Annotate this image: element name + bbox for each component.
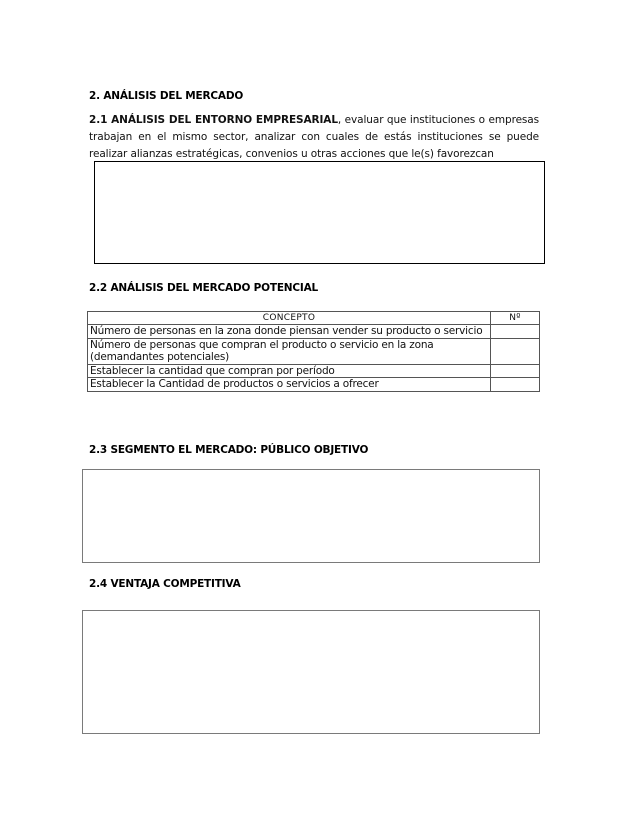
table-header-row (88, 312, 540, 325)
section-2-4-title: 2.4 VENTAJA COMPETITIVA (89, 578, 241, 590)
mercado-potencial-table (87, 311, 540, 392)
paragraph-line-2: trabajan en el mismo sector, analizar con cuales de estás instituciones se puede (89, 131, 539, 143)
value-cell[interactable] (491, 325, 540, 339)
value-cell[interactable] (491, 364, 540, 378)
ventaja-competitiva-answer-box[interactable] (82, 610, 540, 734)
paragraph-line-3: realizar alianzas estratégicas, convenios u otras acciones que le(s) favorezcan (89, 148, 494, 160)
table-row (88, 364, 540, 378)
table-row (88, 338, 540, 364)
table-row (88, 325, 540, 339)
section-title: 2. ANÁLISIS DEL MERCADO (89, 90, 244, 102)
header-concepto: CONCEPTO (88, 312, 491, 325)
publico-objetivo-answer-box[interactable] (82, 469, 540, 563)
section-2-3-title: 2.3 SEGMENTO EL MERCADO: PÚBLICO OBJETIVO (89, 444, 369, 456)
entorno-answer-box[interactable] (94, 161, 545, 264)
concept-cell: Establecer la Cantidad de productos o servicios a ofrecer (88, 378, 491, 392)
section-2-1-paragraph (89, 112, 539, 163)
section-2-1-line1-rest: , evaluar que instituciones o empresas (337, 114, 540, 126)
section-2-1-lead: 2.1 ANÁLISIS DEL ENTORNO EMPRESARIAL (89, 114, 338, 126)
table-row (88, 378, 540, 392)
value-cell[interactable] (491, 338, 540, 364)
concept-cell: Número de personas que compran el producto o servicio en la zona (demandantes potenciales) (88, 338, 491, 364)
value-cell[interactable] (491, 378, 540, 392)
header-numero: Nº (491, 312, 540, 325)
concept-cell: Número de personas en la zona donde piensan vender su producto o servicio (88, 325, 491, 339)
paragraph-line-1 (89, 112, 539, 129)
concept-cell: Establecer la cantidad que compran por período (88, 364, 491, 378)
section-2-2-title: 2.2 ANÁLISIS DEL MERCADO POTENCIAL (89, 282, 319, 294)
